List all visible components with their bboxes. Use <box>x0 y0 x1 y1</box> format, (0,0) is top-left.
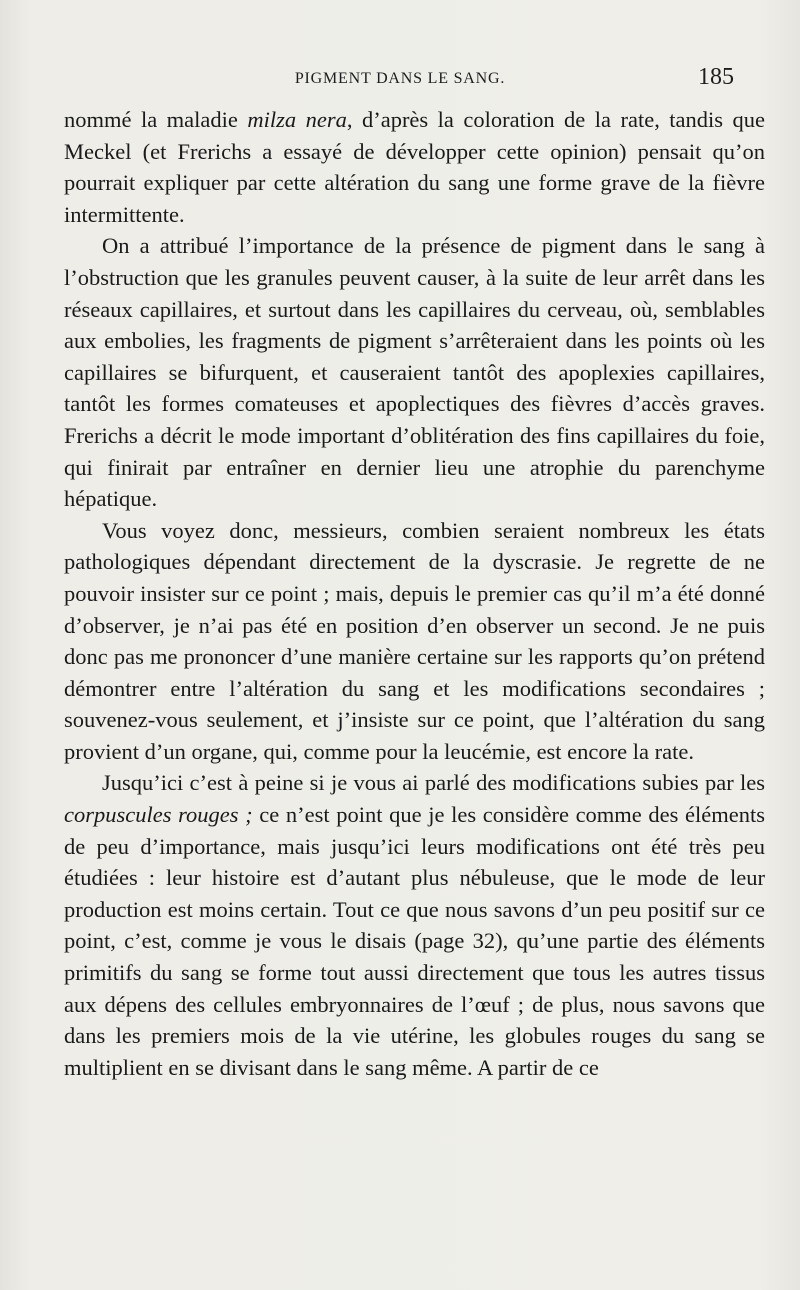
page-header <box>60 62 740 96</box>
paragraph-4 <box>64 767 765 1083</box>
body-text <box>64 104 765 1083</box>
italic-term-milza-nera: milza nera <box>247 107 347 132</box>
text-run: , d’après la coloration de la rate, tandis que Meckel (et Frerichs a essayé de développer cette opinion) pensait qu’on pourrait expliquer par cette altération du sang une forme grave de la fièvre intermittente. <box>64 107 765 227</box>
text-run: nommé la maladie <box>64 107 248 132</box>
text-run: Jusqu’ici c’est à peine si je vous ai parlé des modifications subies par les <box>102 770 765 796</box>
italic-term-corpuscules-rouges: corpuscules rouges ; <box>64 802 253 828</box>
text-run: Vous voyez donc, messieurs, combien seraient nombreux les états pathologiques dépendant directement de la dyscrasie. Je regrette de ne pouvoir insister sur ce point ; mais, depuis le premier cas qu’il m’a été donné d’observer, je n’ai pas été en position d’en observer un second. Je ne puis donc pas me prononcer d’une manière certaine sur les rapports qu’on prétend démontrer entre l’altération du sang et les modifications secondaires ; souvenez-vous seulement, et j’insiste sur ce point, que l’altération du sang provient d’un organe, qui, comme pour la leucémie, est encore la rate. <box>64 517 765 764</box>
paragraph-1 <box>64 104 765 230</box>
text-run: ce n’est point que je les considère comme des éléments de peu d’importance, mais jusqu’ici leurs modifications ont été très peu étudiées : leur histoire est d’autant plus nébuleuse, que le mode de leur production est moins certain. Tout ce que nous savons d’un peu positif sur ce point, c’est, comme je vous le disais (page 32), qu’une partie des éléments primitifs du sang se forme tout aussi directement que tous les autres tissus aux dépens des cellules embryonnaires de l’œuf ; de plus, nous savons que dans les premiers mois de la vie utérine, les globules rouges du sang se multiplient en se divisant dans le sang même. A partir de ce <box>64 802 766 1080</box>
paragraph-2 <box>64 230 765 514</box>
text-run: On a attribué l’importance de la présence de pigment dans le sang à l’obstruction que les granules peuvent causer, à la suite de leur arrêt dans les réseaux capillaires, et surtout dans les capillaires du cerveau, où, semblables aux embolies, les fragments de pigment s’arrêteraient dans les points où les capillaires se bifurquent, et causeraient tantôt des apoplexies capillaires, tantôt les formes comateuses et apoplectiques des fièvres d’accès graves. Frerichs a décrit le mode important d’oblitération des fins capillaires du foie, qui finirait par entraîner en dernier lieu une atrophie du parenchyme hépatique. <box>64 233 765 512</box>
paragraph-3 <box>64 515 765 768</box>
running-head: PIGMENT DANS LE SANG. <box>294 70 506 87</box>
page-number: 185 <box>698 64 734 90</box>
